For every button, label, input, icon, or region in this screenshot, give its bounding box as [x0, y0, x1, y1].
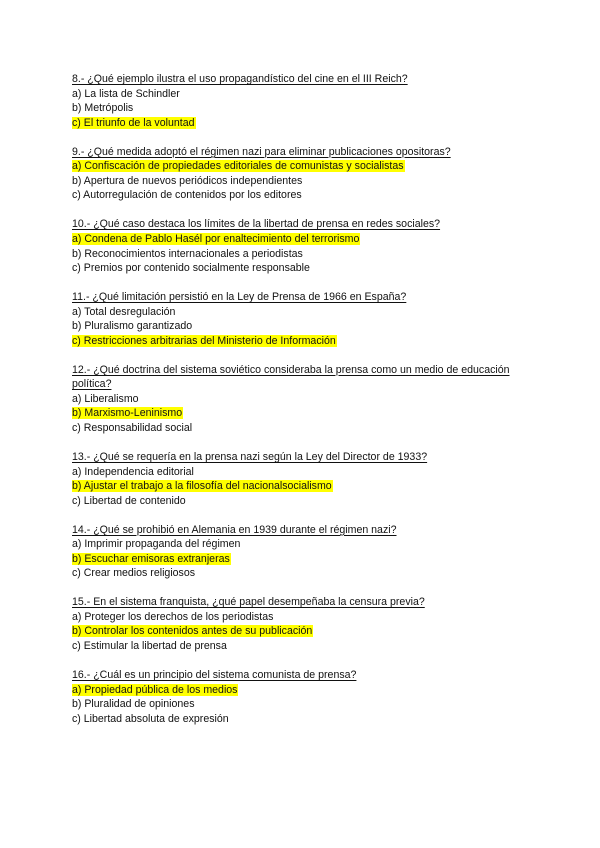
answer-option-label: b) Escuchar emisoras extranjeras: [72, 552, 230, 565]
answer-option-highlighted: [72, 479, 532, 494]
answer-option-label: a) Condena de Pablo Hasél por enaltecimiento del terrorismo: [72, 232, 360, 245]
answer-option-label: a) Liberalismo: [72, 392, 139, 405]
question-block: [72, 290, 532, 348]
question-block: [72, 217, 532, 275]
answer-option-label: b) Pluralismo garantizado: [72, 320, 193, 333]
question-text: 12.- ¿Qué doctrina del sistema soviético consideraba la prensa como un medio de educación política?: [72, 363, 510, 391]
answer-option: [72, 305, 532, 320]
answer-option-label: b) Apertura de nuevos periódicos independientes: [72, 174, 303, 187]
answer-option: [72, 261, 532, 276]
answer-option: [72, 537, 532, 552]
answer-option-label: c) Crear medios religiosos: [72, 567, 196, 580]
answer-option: [72, 87, 532, 102]
answer-option: [72, 188, 532, 203]
answer-option-label: c) Libertad de contenido: [72, 494, 186, 507]
question-text: 13.- ¿Qué se requería en la prensa nazi según la Ley del Director de 1933?: [72, 450, 428, 463]
question-text: 15.- En el sistema franquista, ¿qué papel desempeñaba la censura previa?: [72, 596, 425, 609]
answer-option: [72, 247, 532, 262]
answer-option-label: a) Independencia editorial: [72, 465, 194, 478]
answer-option: [72, 639, 532, 654]
answer-option-label: b) Reconocimientos internacionales a periodistas: [72, 247, 303, 260]
answer-option: [72, 712, 532, 727]
question-text: 9.- ¿Qué medida adoptó el régimen nazi para eliminar publicaciones opositoras?: [72, 145, 451, 158]
answer-option-highlighted: [72, 406, 532, 421]
answer-option-label: a) Proteger los derechos de los periodistas: [72, 610, 274, 623]
answer-option-highlighted: [72, 552, 532, 567]
answer-option: [72, 421, 532, 436]
answer-option-label: b) Pluralidad de opiniones: [72, 698, 195, 711]
answer-option-label: c) Libertad absoluta de expresión: [72, 712, 229, 725]
answer-option-label: c) Estimular la libertad de prensa: [72, 640, 227, 653]
question-block: [72, 450, 532, 508]
answer-option: [72, 174, 532, 189]
answer-option-label: a) La lista de Schindler: [72, 87, 180, 100]
answer-option: [72, 697, 532, 712]
answer-option-label: b) Marxismo-Leninismo: [72, 407, 183, 420]
answer-option-label: a) Total desregulación: [72, 305, 176, 318]
answer-option-highlighted: [72, 159, 532, 174]
answer-option-highlighted: [72, 624, 532, 639]
answer-option: [72, 494, 532, 509]
question-block: [72, 363, 532, 436]
question-text: 10.- ¿Qué caso destaca los límites de la libertad de prensa en redes sociales?: [72, 218, 441, 231]
question-block: [72, 668, 532, 726]
answer-option-label: b) Metrópolis: [72, 102, 134, 115]
question-block: [72, 72, 532, 130]
question-block: [72, 595, 532, 653]
answer-option-label: a) Imprimir propaganda del régimen: [72, 538, 241, 551]
answer-option: [72, 465, 532, 480]
question-text: 8.- ¿Qué ejemplo ilustra el uso propagandístico del cine en el III Reich?: [72, 73, 408, 85]
answer-option-label: c) El triunfo de la voluntad: [72, 116, 195, 129]
answer-option-highlighted: [72, 116, 532, 131]
answer-option-highlighted: [72, 232, 532, 247]
answer-option-label: c) Responsabilidad social: [72, 422, 193, 435]
answer-option: [72, 566, 532, 581]
answer-option: [72, 392, 532, 407]
answer-option-label: b) Controlar los contenidos antes de su publicación: [72, 625, 313, 638]
answer-option-label: a) Propiedad pública de los medios: [72, 683, 238, 696]
answer-option-label: b) Ajustar el trabajo a la filosofía del nacionalsocialismo: [72, 480, 332, 493]
question-block: [72, 145, 532, 203]
answer-option-highlighted: [72, 683, 532, 698]
question-text: 11.- ¿Qué limitación persistió en la Ley de Prensa de 1966 en España?: [72, 291, 407, 304]
question-block: [72, 523, 532, 581]
answer-option-label: c) Autorregulación de contenidos por los editores: [72, 189, 302, 202]
answer-option-label: c) Restricciones arbitrarias del Ministerio de Información: [72, 334, 336, 347]
answer-option-label: c) Premios por contenido socialmente responsable: [72, 262, 310, 275]
answer-option: [72, 319, 532, 334]
question-list: [72, 72, 532, 741]
question-text: 16.- ¿Cuál es un principio del sistema comunista de prensa?: [72, 668, 357, 681]
answer-option-label: a) Confiscación de propiedades editoriales de comunistas y socialistas: [72, 160, 404, 173]
answer-option: [72, 101, 532, 116]
answer-option: [72, 610, 532, 625]
question-text: 14.- ¿Qué se prohibió en Alemania en 1939 durante el régimen nazi?: [72, 523, 397, 536]
answer-option-highlighted: [72, 334, 532, 349]
